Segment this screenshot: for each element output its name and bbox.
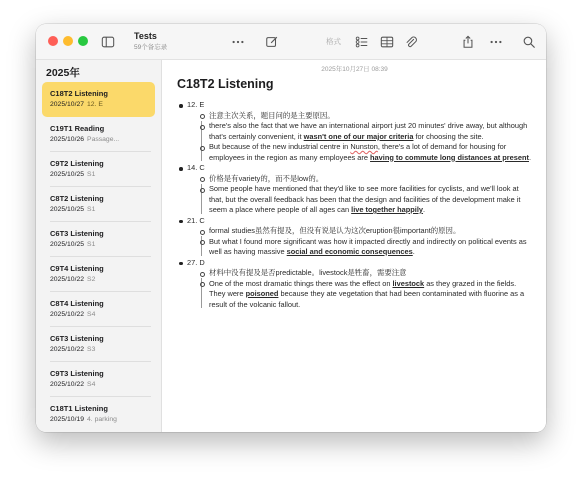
- notes-window: [36, 24, 546, 432]
- note-item-meta: [50, 416, 155, 423]
- note-item-preview: 4. parking: [87, 416, 117, 423]
- share-icon[interactable]: [458, 32, 478, 52]
- note-count: 59个备忘录: [134, 44, 168, 51]
- note-item-title: C6T3 Listening: [50, 229, 104, 238]
- note-item-date: 2025/10/22: [50, 311, 85, 318]
- answer-notes: [195, 174, 534, 216]
- note-line: 注意主次关系，题目问的是主要原因。: [209, 111, 534, 122]
- underlined-key-phrase: live together happily: [351, 205, 424, 214]
- note-item-date: 2025/10/25: [50, 206, 85, 213]
- note-item-preview: S1: [87, 171, 96, 178]
- note-item-title: C19T1 Reading: [50, 124, 105, 133]
- quote-line: there's also the fact that we have an international airport just 20 minutes' drive away, but although that's certainly convenient, it wasn't one of our major criteria for choosing the site.: [209, 121, 534, 142]
- note-list-item[interactable]: [42, 292, 155, 327]
- note-item-date: 2025/10/22: [50, 276, 85, 283]
- note-list-item[interactable]: [42, 187, 155, 222]
- note-item-preview: 12. E: [87, 101, 103, 108]
- table-icon[interactable]: [377, 32, 397, 52]
- note-item-date: 2025/10/22: [50, 381, 85, 388]
- note-item-preview: S1: [87, 206, 96, 213]
- note-list-item[interactable]: [42, 327, 155, 362]
- note-list: [42, 82, 155, 432]
- note-title[interactable]: C18T2 Listening: [177, 77, 274, 91]
- folder-title: Tests: [134, 31, 157, 41]
- quote-line: But because of the new industrial centre in Nunston, there's a lot of demand for housing for employees in the region as many employees are having to commute long distances at present.: [209, 142, 534, 163]
- quote-line: Some people have mentioned that they'd like to see more facilities for cyclists, and we'll look at that, but the overall feedback has been that the design and facilities of the development make it seem a place where people of all ages can live together happily.: [209, 184, 534, 216]
- close-window-button[interactable]: [48, 36, 58, 46]
- note-item-meta: [50, 241, 155, 248]
- note-item-meta: [50, 206, 155, 213]
- search-icon[interactable]: [519, 32, 539, 52]
- answer-head: 21. C: [187, 215, 205, 225]
- note-item-meta: [50, 171, 155, 178]
- note-item-meta: [50, 381, 155, 388]
- underlined-key-phrase: having to commute long distances at present: [370, 152, 529, 162]
- note-list-item[interactable]: [42, 362, 155, 397]
- note-item-meta: [50, 346, 155, 353]
- note-line: 价格是有variety的，而不是low的。: [209, 174, 534, 185]
- note-item-meta: [50, 136, 155, 143]
- answer-21: [177, 216, 534, 258]
- note-list-item[interactable]: [42, 222, 155, 257]
- note-item-title: C6T3 Listening: [50, 334, 104, 343]
- minimize-window-button[interactable]: [63, 36, 73, 46]
- more-options-icon[interactable]: [486, 32, 506, 52]
- note-item-title: C18T1 Listening: [50, 404, 108, 413]
- quote-line: But what I found more significant was how it impacted directly and indirectly on political events as well as having massive social and economic consequences.: [209, 237, 534, 258]
- more-dots-icon[interactable]: [228, 32, 248, 52]
- note-item-preview: S4: [87, 381, 96, 388]
- note-item-title: C9T2 Listening: [50, 159, 104, 168]
- answer-27: [177, 258, 534, 311]
- note-list-item[interactable]: [42, 397, 155, 432]
- note-line: formal studies虽然有提及，但没有说是认为这次eruption很important的原因。: [209, 226, 534, 237]
- note-item-date: 2025/10/25: [50, 241, 85, 248]
- note-item-meta: [50, 101, 155, 108]
- note-date: 2025年10月27日 08:39: [321, 66, 388, 73]
- spellcheck-word: Nunston: [350, 142, 378, 151]
- answer-14: [177, 163, 534, 216]
- note-item-title: C8T2 Listening: [50, 194, 104, 203]
- answer-notes: [195, 268, 534, 310]
- underlined-key-phrase: livestock: [392, 278, 425, 288]
- note-item-preview: S4: [87, 311, 96, 318]
- format-button[interactable]: 格式: [326, 37, 341, 46]
- note-item-title: C18T2 Listening: [50, 89, 108, 98]
- note-item-date: 2025/10/25: [50, 171, 85, 178]
- zoom-window-button[interactable]: [78, 36, 88, 46]
- attachment-icon[interactable]: [401, 32, 421, 52]
- note-list-item[interactable]: [42, 82, 155, 117]
- note-item-meta: [50, 311, 155, 318]
- note-editor[interactable]: [163, 60, 546, 432]
- toolbar: [36, 24, 546, 60]
- note-item-title: C9T4 Listening: [50, 264, 104, 273]
- compose-icon[interactable]: [262, 32, 282, 52]
- answer-head: 27. D: [187, 257, 205, 267]
- checklist-icon[interactable]: [352, 32, 372, 52]
- note-list-item[interactable]: [42, 257, 155, 292]
- note-item-date: 2025/10/27: [50, 101, 85, 108]
- notes-sidebar: [36, 60, 162, 432]
- note-list-item[interactable]: [42, 152, 155, 187]
- answer-head: 12. E: [187, 100, 205, 109]
- underlined-key-phrase: wasn't one of our major criteria: [303, 131, 414, 141]
- note-line: 材料中没有提及是否predictable。livestock是牲畜，需要注意: [209, 268, 534, 279]
- answer-12: [177, 100, 534, 163]
- answer-head: 14. C: [187, 163, 205, 172]
- answer-notes: [195, 111, 534, 164]
- note-item-date: 2025/10/19: [50, 416, 85, 423]
- note-body[interactable]: [177, 100, 534, 310]
- note-item-preview: S2: [87, 276, 96, 283]
- note-list-item[interactable]: [42, 117, 155, 152]
- answer-notes: [195, 226, 534, 258]
- note-item-preview: S1: [87, 241, 96, 248]
- note-item-preview: S3: [87, 346, 96, 353]
- note-item-title: C8T4 Listening: [50, 299, 104, 308]
- note-item-meta: [50, 276, 155, 283]
- quote-line: One of the most dramatic things there was the effect on livestock as they grazed in the fields. They were poisoned because they ate vegetation that had been contaminated with fluorine as a result of the volcanic fallout.: [209, 279, 534, 311]
- note-item-preview: Passage...: [87, 136, 120, 143]
- underlined-key-phrase: poisoned: [245, 289, 279, 298]
- year-section-header: 2025年: [46, 67, 80, 79]
- note-item-title: C9T3 Listening: [50, 369, 104, 378]
- note-item-date: 2025/10/22: [50, 346, 85, 353]
- note-item-date: 2025/10/26: [50, 136, 85, 143]
- sidebar-toggle-icon[interactable]: [98, 32, 118, 52]
- underlined-key-phrase: social and economic consequences: [286, 247, 413, 256]
